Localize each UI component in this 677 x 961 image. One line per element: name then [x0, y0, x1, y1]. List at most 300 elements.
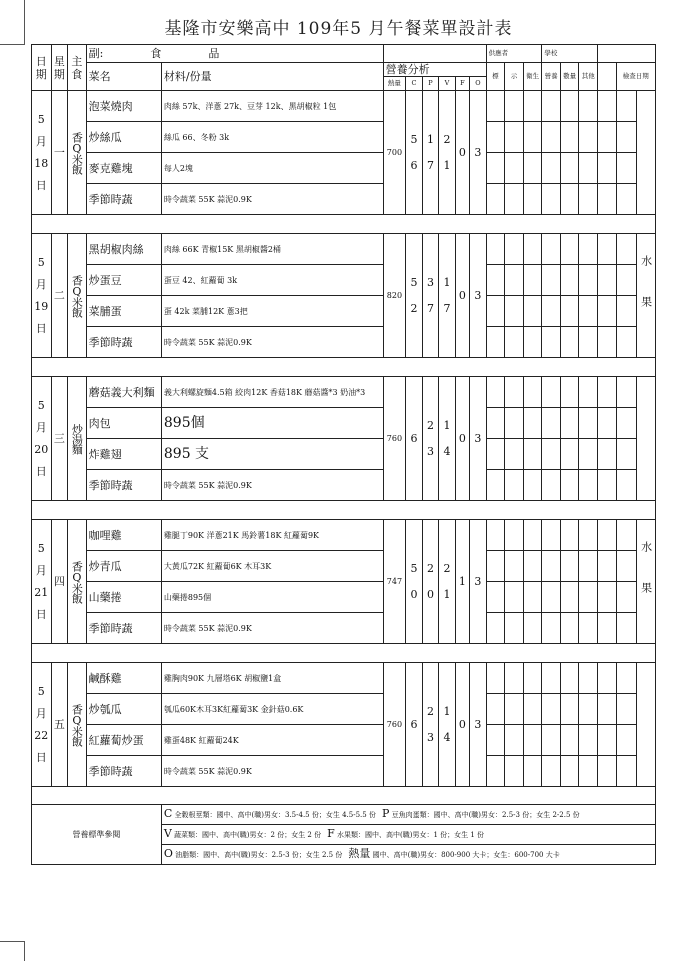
- check-cell: [542, 296, 561, 327]
- day-o: 3: [470, 91, 487, 215]
- day-c-digit: 6: [410, 717, 418, 731]
- check-cell: [523, 153, 542, 184]
- check-cell: [523, 122, 542, 153]
- check-cell: [616, 234, 637, 265]
- check-cell: [597, 122, 616, 153]
- check-cell: [560, 153, 579, 184]
- check-cell: [579, 184, 598, 215]
- check-cell: [560, 725, 579, 756]
- check-cell: [523, 184, 542, 215]
- date-part: 5: [37, 684, 45, 698]
- header-row-2: [32, 63, 656, 77]
- check-cell: [523, 613, 542, 644]
- header-side-label: 副:: [88, 47, 104, 60]
- date-part: 月: [35, 563, 47, 577]
- date-part: 5: [37, 398, 45, 412]
- check-cell: [505, 663, 524, 694]
- check-cell: [560, 377, 579, 408]
- check-cell: [486, 551, 505, 582]
- check-cell: [542, 725, 561, 756]
- day-weekday: 三: [51, 377, 67, 501]
- check-cell: [486, 265, 505, 296]
- menu-table: [31, 44, 656, 865]
- check-cell: [542, 756, 561, 787]
- check-cell: [486, 408, 505, 439]
- day-c-digit: 6: [410, 158, 418, 172]
- check-cell: [505, 756, 524, 787]
- dish-row: [32, 296, 656, 327]
- check-cell: [486, 296, 505, 327]
- check-cell: [616, 91, 637, 122]
- check-cell: [616, 694, 637, 725]
- day-date: [32, 663, 52, 787]
- check-cell: [579, 153, 598, 184]
- check-cell: [523, 327, 542, 358]
- check-cell: [597, 184, 616, 215]
- check-cell: [560, 122, 579, 153]
- dish-name: 炒青瓜: [86, 551, 161, 582]
- check-cell: [523, 91, 542, 122]
- header-v: V: [439, 77, 455, 91]
- check-cell: [560, 694, 579, 725]
- date-part: 21: [34, 585, 49, 599]
- check-cell: [523, 756, 542, 787]
- check-cell: [579, 694, 598, 725]
- check-cell: [523, 377, 542, 408]
- check-cell: [616, 520, 637, 551]
- dish-name: 紅蘿蔔炒蛋: [86, 725, 161, 756]
- date-part: 22: [34, 728, 49, 742]
- check-cell: [486, 520, 505, 551]
- check-cell: [616, 184, 637, 215]
- day-p: [422, 663, 438, 787]
- spacer-cell: [32, 501, 656, 520]
- check-cell: [505, 439, 524, 470]
- check-cell: [505, 184, 524, 215]
- footer-text: 豆魚肉蛋類：國中、高中(職)男女：2.5-3 份；女生 2-2.5 份: [391, 811, 580, 819]
- dish-ingredients: 大黃瓜72K 紅蘿蔔6K 木耳3K: [161, 551, 383, 582]
- day-p-digit: 2: [426, 561, 434, 575]
- check-col-date: 檢查日期: [616, 63, 655, 91]
- day-c-digit: 6: [410, 431, 418, 445]
- check-cell: [616, 551, 637, 582]
- day-v: [439, 377, 455, 501]
- check-cell: [505, 327, 524, 358]
- footer-row: [32, 805, 656, 825]
- dish-row: [32, 234, 656, 265]
- dish-name: 黑胡椒肉絲: [86, 234, 161, 265]
- check-cell: [486, 234, 505, 265]
- day-calorie: 747: [383, 520, 406, 644]
- check-cell: [542, 551, 561, 582]
- dish-row: [32, 91, 656, 122]
- day-weekday: 二: [51, 234, 67, 358]
- check-cell: [486, 377, 505, 408]
- check-cell: [597, 91, 616, 122]
- date-part: 5: [37, 255, 45, 269]
- check-cell: [505, 551, 524, 582]
- check-cell: [579, 520, 598, 551]
- dish-name: 炸雞翅: [86, 439, 161, 470]
- spacer-cell: [32, 787, 656, 805]
- dish-row: [32, 613, 656, 644]
- check-cell: [579, 408, 598, 439]
- dish-row: [32, 551, 656, 582]
- check-cell: [597, 408, 616, 439]
- day-p: [422, 377, 438, 501]
- dish-name: 炒瓠瓜: [86, 694, 161, 725]
- check-cell: [560, 520, 579, 551]
- header-calorie: 熱量: [383, 77, 406, 91]
- day-p: [422, 234, 438, 358]
- footer-line: [161, 825, 655, 845]
- check-cell: [597, 725, 616, 756]
- day-weekday: 五: [51, 663, 67, 787]
- check-cell: [523, 663, 542, 694]
- day-v: [439, 520, 455, 644]
- dish-ingredients: 雞胸肉90K 九層塔6K 胡椒鹽1盒: [161, 663, 383, 694]
- header-p: P: [422, 77, 438, 91]
- day-p-digit: 2: [426, 704, 434, 718]
- dish-row: [32, 582, 656, 613]
- dish-ingredients: 肉絲 57k、洋蔥 27k、豆芽 12k、黑胡椒粒 1包: [161, 91, 383, 122]
- day-c-digit: 2: [410, 301, 418, 315]
- day-p-digit: 2: [426, 418, 434, 432]
- dish-name: 麥克雞塊: [86, 153, 161, 184]
- check-cell: [579, 122, 598, 153]
- day-calorie: 760: [383, 663, 406, 787]
- check-cell: [486, 470, 505, 501]
- day-spacer-row: [32, 644, 656, 663]
- day-f: 1: [455, 520, 469, 644]
- day-f: 0: [455, 377, 469, 501]
- header-food: 食: [150, 47, 162, 60]
- check-col-2: 示: [505, 63, 524, 91]
- check-cell: [505, 265, 524, 296]
- check-cell: [579, 551, 598, 582]
- day-c-digit: 5: [410, 132, 418, 146]
- check-cell: [542, 91, 561, 122]
- dish-row: [32, 327, 656, 358]
- dish-name: 炒蛋豆: [86, 265, 161, 296]
- check-cell: [560, 91, 579, 122]
- check-cell: [616, 265, 637, 296]
- check-cell: [597, 582, 616, 613]
- day-p-digit: 1: [426, 132, 434, 146]
- footer-text: 全穀根莖類：國中、高中(職)男女：3.5-4.5 份；女生 4.5-5.5 份: [174, 811, 376, 819]
- day-o: 3: [470, 663, 487, 787]
- dish-name: 蘑菇義大利麵: [86, 377, 161, 408]
- day-c: [406, 663, 422, 787]
- day-f: 0: [455, 234, 469, 358]
- check-cell: [597, 296, 616, 327]
- check-cell: [542, 439, 561, 470]
- day-right-note: [637, 663, 656, 787]
- check-cell: [542, 234, 561, 265]
- check-cell: [616, 408, 637, 439]
- check-cell: [542, 122, 561, 153]
- dish-name: 季節時蔬: [86, 756, 161, 787]
- dish-ingredients: 雞蛋48K 紅蘿蔔24K: [161, 725, 383, 756]
- check-col-4: 營養: [542, 63, 561, 91]
- dish-ingredients: 雞腿丁90K 洋蔥21K 馬鈴薯18K 紅蘿蔔9K: [161, 520, 383, 551]
- day-date: [32, 377, 52, 501]
- check-cell: [597, 265, 616, 296]
- check-cell: [542, 694, 561, 725]
- check-cell: [542, 153, 561, 184]
- dish-ingredients: 絲瓜 66、冬粉 3k: [161, 122, 383, 153]
- dish-ingredients: 山藥捲895個: [161, 582, 383, 613]
- day-v-digit: 1: [443, 418, 451, 432]
- day-right-note: 水果: [637, 234, 656, 358]
- footer-letter: F: [327, 827, 335, 840]
- day-v-digit: 1: [443, 158, 451, 172]
- check-cell: [616, 153, 637, 184]
- day-o: 3: [470, 520, 487, 644]
- day-date: [32, 91, 52, 215]
- day-spacer-row: [32, 501, 656, 520]
- check-cell: [505, 613, 524, 644]
- day-v-digit: 4: [443, 730, 451, 744]
- day-p-digit: 0: [426, 587, 434, 601]
- check-cell: [523, 470, 542, 501]
- check-cell: [597, 234, 616, 265]
- check-cell: [505, 153, 524, 184]
- check-cell: [505, 296, 524, 327]
- check-cell: [542, 265, 561, 296]
- check-cell: [597, 439, 616, 470]
- dish-ingredients: 瓠瓜60K木耳3K紅蘿蔔3K 金針菇0.6K: [161, 694, 383, 725]
- check-cell: [560, 756, 579, 787]
- dish-ingredients: 時令蔬菜 55K 蒜泥0.9K: [161, 613, 383, 644]
- day-weekday: 四: [51, 520, 67, 644]
- header-ingredients: 材料/份量: [161, 63, 383, 91]
- check-cell: [560, 551, 579, 582]
- check-cell: [560, 296, 579, 327]
- check-col-blank: [597, 63, 616, 91]
- check-cell: [523, 551, 542, 582]
- day-v-digit: 2: [443, 561, 451, 575]
- check-cell: [597, 377, 616, 408]
- footer-line: [161, 805, 655, 825]
- footer-letter: O: [163, 847, 173, 860]
- day-c: [406, 234, 422, 358]
- check-cell: [523, 265, 542, 296]
- header-school: 學校: [542, 45, 598, 63]
- check-cell: [616, 613, 637, 644]
- day-v-digit: 7: [443, 301, 451, 315]
- check-col-3: 衛生: [523, 63, 542, 91]
- day-v-digit: 2: [443, 132, 451, 146]
- check-cell: [486, 613, 505, 644]
- day-v-digit: 1: [443, 704, 451, 718]
- day-p-digit: 3: [426, 275, 434, 289]
- dish-name: 炒絲瓜: [86, 122, 161, 153]
- date-part: 日: [35, 178, 47, 192]
- check-cell: [542, 184, 561, 215]
- day-right-note: 水果: [637, 520, 656, 644]
- day-date: [32, 234, 52, 358]
- check-col-6: 其他: [579, 63, 598, 91]
- day-v-digit: 4: [443, 444, 451, 458]
- dish-row: [32, 122, 656, 153]
- check-cell: [486, 582, 505, 613]
- dish-row: [32, 377, 656, 408]
- dish-row: [32, 756, 656, 787]
- day-p: [422, 520, 438, 644]
- check-cell: [505, 408, 524, 439]
- check-cell: [597, 756, 616, 787]
- check-cell: [523, 520, 542, 551]
- dish-ingredients: 每人2塊: [161, 153, 383, 184]
- check-cell: [616, 122, 637, 153]
- day-c-digit: 5: [410, 275, 418, 289]
- dish-row: [32, 470, 656, 501]
- check-cell: [579, 296, 598, 327]
- header-dish-name: 菜名: [86, 63, 161, 91]
- check-cell: [523, 439, 542, 470]
- check-cell: [523, 408, 542, 439]
- day-spacer-row: [32, 215, 656, 234]
- date-part: 19: [34, 299, 49, 313]
- check-cell: [560, 613, 579, 644]
- check-cell: [579, 756, 598, 787]
- date-part: 20: [34, 442, 49, 456]
- dish-ingredients: 895個: [161, 408, 383, 439]
- day-c-digit: 5: [410, 561, 418, 575]
- check-cell: [523, 725, 542, 756]
- day-p: [422, 91, 438, 215]
- check-cell: [560, 265, 579, 296]
- footer-letter: P: [381, 807, 390, 820]
- check-cell: [542, 520, 561, 551]
- check-cell: [505, 377, 524, 408]
- date-part: 日: [35, 750, 47, 764]
- header-supplier: 供應者: [486, 45, 542, 63]
- check-cell: [616, 756, 637, 787]
- day-v-digit: 1: [443, 587, 451, 601]
- check-cell: [597, 613, 616, 644]
- footer-text: 國中、高中(職)男女：800-900 大卡；女生：600-700 大卡: [372, 851, 560, 859]
- day-v: [439, 234, 455, 358]
- dish-ingredients: 時令蔬菜 55K 蒜泥0.9K: [161, 327, 383, 358]
- check-cell: [505, 91, 524, 122]
- check-cell: [486, 153, 505, 184]
- spacer-cell: [32, 644, 656, 663]
- dish-name: 季節時蔬: [86, 184, 161, 215]
- check-cell: [597, 694, 616, 725]
- check-cell: [616, 377, 637, 408]
- day-f: 0: [455, 663, 469, 787]
- check-cell: [560, 439, 579, 470]
- check-cell: [616, 470, 637, 501]
- footer-letter: V: [163, 827, 172, 840]
- check-cell: [505, 122, 524, 153]
- check-cell: [542, 582, 561, 613]
- day-o: 3: [470, 234, 487, 358]
- check-cell: [523, 582, 542, 613]
- day-staple: 香Q米飯: [68, 91, 87, 215]
- header-staple: 主食: [68, 45, 87, 91]
- date-part: 月: [35, 706, 47, 720]
- check-cell: [579, 327, 598, 358]
- dish-row: [32, 725, 656, 756]
- spacer-cell: [32, 358, 656, 377]
- dish-row: [32, 265, 656, 296]
- check-cell: [486, 694, 505, 725]
- dish-ingredients: 895 支: [161, 439, 383, 470]
- check-cell: [616, 327, 637, 358]
- dish-row: [32, 520, 656, 551]
- date-part: 日: [35, 464, 47, 478]
- check-cell: [579, 663, 598, 694]
- day-c: [406, 91, 422, 215]
- header-c: C: [406, 77, 422, 91]
- header-row-1: [32, 45, 656, 63]
- crop-mark-bottom-left: [0, 941, 25, 961]
- check-cell: [597, 520, 616, 551]
- date-part: 日: [35, 321, 47, 335]
- day-staple: 香Q米飯: [68, 234, 87, 358]
- day-right-note: [637, 91, 656, 215]
- check-cell: [579, 91, 598, 122]
- day-f: 0: [455, 91, 469, 215]
- day-p-digit: 7: [426, 158, 434, 172]
- check-cell: [505, 582, 524, 613]
- day-weekday: 一: [51, 91, 67, 215]
- header-blank: [383, 45, 486, 63]
- date-part: 日: [35, 607, 47, 621]
- dish-row: [32, 663, 656, 694]
- check-cell: [486, 184, 505, 215]
- dish-name: 鹹酥雞: [86, 663, 161, 694]
- check-cell: [579, 582, 598, 613]
- check-cell: [560, 184, 579, 215]
- check-cell: [486, 91, 505, 122]
- check-cell: [542, 377, 561, 408]
- date-part: 月: [35, 134, 47, 148]
- dish-name: 季節時蔬: [86, 327, 161, 358]
- day-spacer-row: [32, 358, 656, 377]
- dish-ingredients: 肉絲 66K 青椒15K 黑胡椒醬2桶: [161, 234, 383, 265]
- dish-ingredients: 時令蔬菜 55K 蒜泥0.9K: [161, 470, 383, 501]
- check-cell: [579, 613, 598, 644]
- day-v: [439, 91, 455, 215]
- footer-text: 蔬菜類：國中、高中(職)男女：2 份；女生 2 份: [174, 831, 322, 839]
- check-cell: [523, 296, 542, 327]
- check-cell: [505, 725, 524, 756]
- check-cell: [597, 327, 616, 358]
- day-calorie: 700: [383, 91, 406, 215]
- check-cell: [486, 439, 505, 470]
- footer-letter: C: [163, 807, 173, 820]
- date-part: 月: [35, 420, 47, 434]
- dish-row: [32, 694, 656, 725]
- check-cell: [542, 408, 561, 439]
- check-cell: [486, 725, 505, 756]
- day-p-digit: 3: [426, 730, 434, 744]
- header-f: F: [455, 77, 469, 91]
- check-cell: [579, 439, 598, 470]
- dish-row: [32, 153, 656, 184]
- check-cell: [597, 153, 616, 184]
- dish-ingredients: 時令蔬菜 55K 蒜泥0.9K: [161, 184, 383, 215]
- day-calorie: 760: [383, 377, 406, 501]
- check-cell: [616, 725, 637, 756]
- day-p-digit: 7: [426, 301, 434, 315]
- dish-name: 咖哩雞: [86, 520, 161, 551]
- day-right-note: [637, 377, 656, 501]
